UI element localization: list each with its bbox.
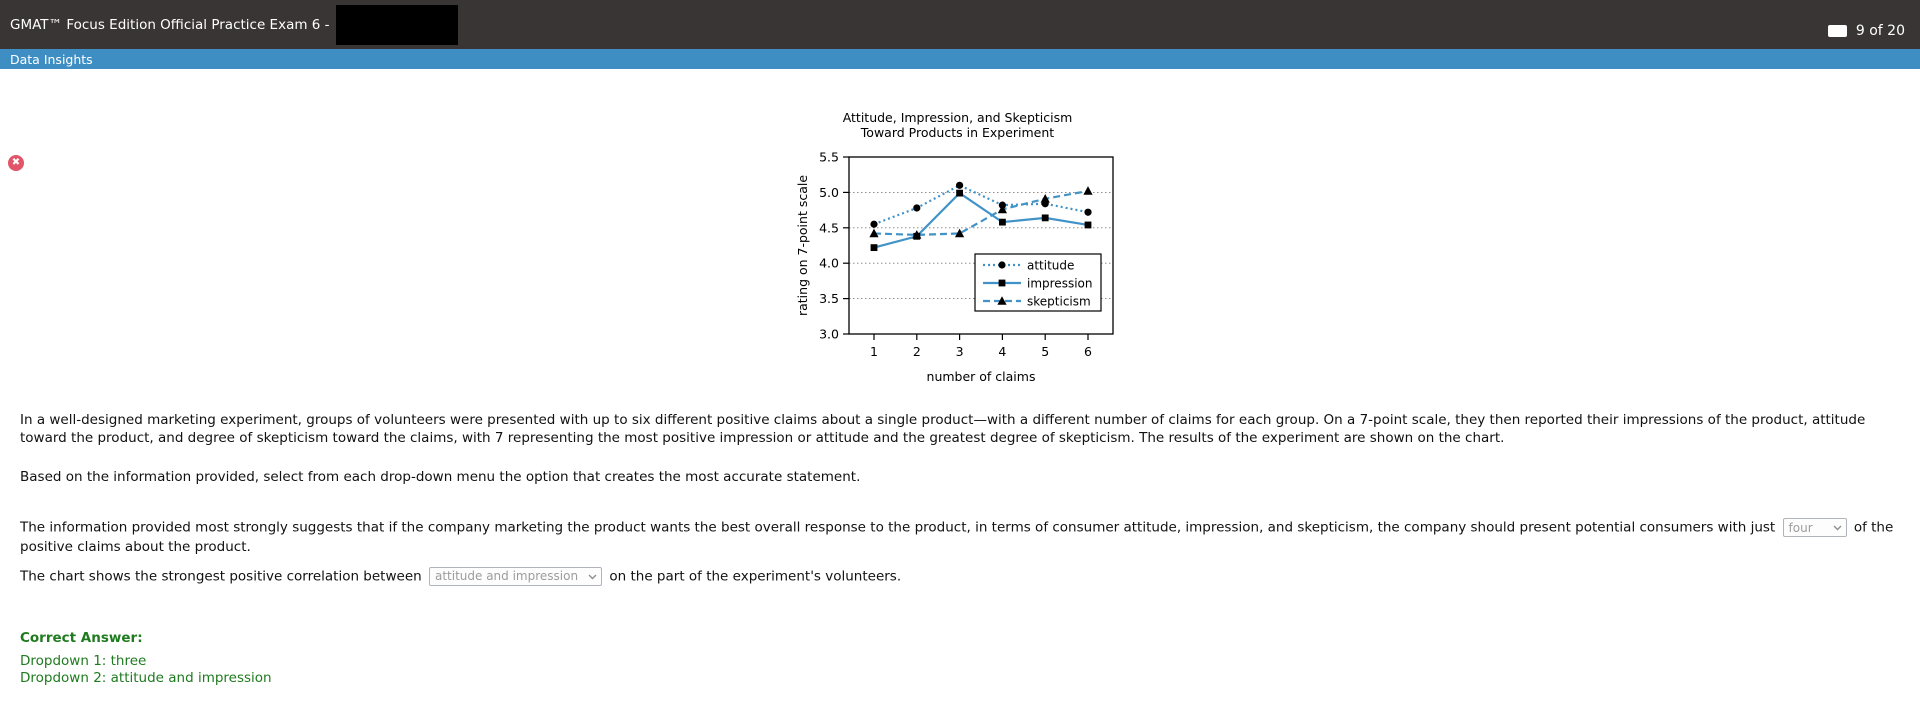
redacted-name-box	[336, 5, 458, 45]
svg-text:rating on 7-point scale: rating on 7-point scale	[794, 174, 810, 316]
svg-text:number of claims: number of claims	[926, 368, 1035, 384]
dropdown-2-value: attitude and impression	[434, 569, 579, 584]
section-label: Data Insights	[10, 51, 93, 67]
window-titlebar	[0, 0, 1920, 49]
correct-answer-dropdown-1: Dropdown 1: three	[20, 652, 147, 669]
chart-title: Attitude, Impression, and Skepticism Toward Products in Experiment	[842, 110, 1073, 141]
statement-2	[20, 567, 1895, 586]
question-counter: 9 of 20	[1855, 22, 1905, 39]
question-paragraph: In a well-designed marketing experiment, groups of volunteers were presented with up to six different positive claims about a single product—with a different number of claims for each group. On a 7-point scale, they then reported their impressions of the product, attitude toward the product, and degree of skepticism toward the claims, with 7 representing the most positive impression or attitude and the greatest degree of skepticism. The results of the experiment are shown on the chart.	[20, 411, 1866, 447]
chart-figure	[793, 110, 1123, 393]
svg-text:4.5: 4.5	[818, 219, 839, 235]
svg-text:3.0: 3.0	[818, 326, 839, 341]
dropdown-1-value: four	[1788, 520, 1813, 535]
question-instruction: Based on the information provided, select from each drop-down menu the option that creates the most accurate statement.	[20, 468, 861, 485]
statement-1-text-b: of the positive claims about the product.	[20, 519, 1894, 555]
svg-text:5.5: 5.5	[818, 149, 839, 164]
line-chart	[793, 147, 1123, 389]
statement-2-text-b: on the part of the experiment's volunteers.	[609, 568, 902, 585]
close-icon[interactable]: ✖	[8, 155, 24, 171]
svg-text:skepticism: skepticism	[1026, 294, 1091, 308]
chevron-down-icon	[588, 574, 597, 580]
svg-text:6: 6	[1083, 343, 1092, 359]
statement-1	[20, 518, 1895, 556]
progress-indicator	[1828, 23, 1905, 39]
statement-2-text-a: The chart shows the strongest positive correlation between	[20, 568, 422, 585]
question-panel	[0, 110, 1920, 687]
correct-answer-block	[20, 630, 1895, 687]
svg-text:5.0: 5.0	[818, 184, 839, 200]
svg-text:impression: impression	[1026, 276, 1092, 290]
svg-text:4: 4	[997, 343, 1006, 359]
svg-text:4.0: 4.0	[818, 255, 839, 271]
dropdown-2[interactable]	[429, 567, 602, 586]
correct-answer-heading: Correct Answer:	[20, 630, 143, 647]
svg-text:2: 2	[912, 343, 921, 359]
exam-title: GMAT™ Focus Edition Official Practice Exam 6 -	[10, 16, 330, 33]
svg-text:3: 3	[955, 343, 964, 359]
svg-text:attitude: attitude	[1026, 258, 1074, 272]
dropdown-1[interactable]	[1783, 518, 1847, 537]
svg-text:1: 1	[869, 343, 878, 359]
briefcase-icon	[1828, 25, 1847, 37]
svg-text:5: 5	[1040, 343, 1049, 359]
statement-1-text-a: The information provided most strongly suggests that if the company marketing the product wants the best overall response to the product, in terms of consumer attitude, impression, and skepticism, the company should present potential consumers with just	[20, 519, 1776, 536]
chevron-down-icon	[1833, 525, 1842, 531]
correct-answer-dropdown-2: Dropdown 2: attitude and impression	[20, 669, 272, 686]
section-header	[0, 49, 1920, 69]
svg-text:3.5: 3.5	[818, 290, 839, 306]
